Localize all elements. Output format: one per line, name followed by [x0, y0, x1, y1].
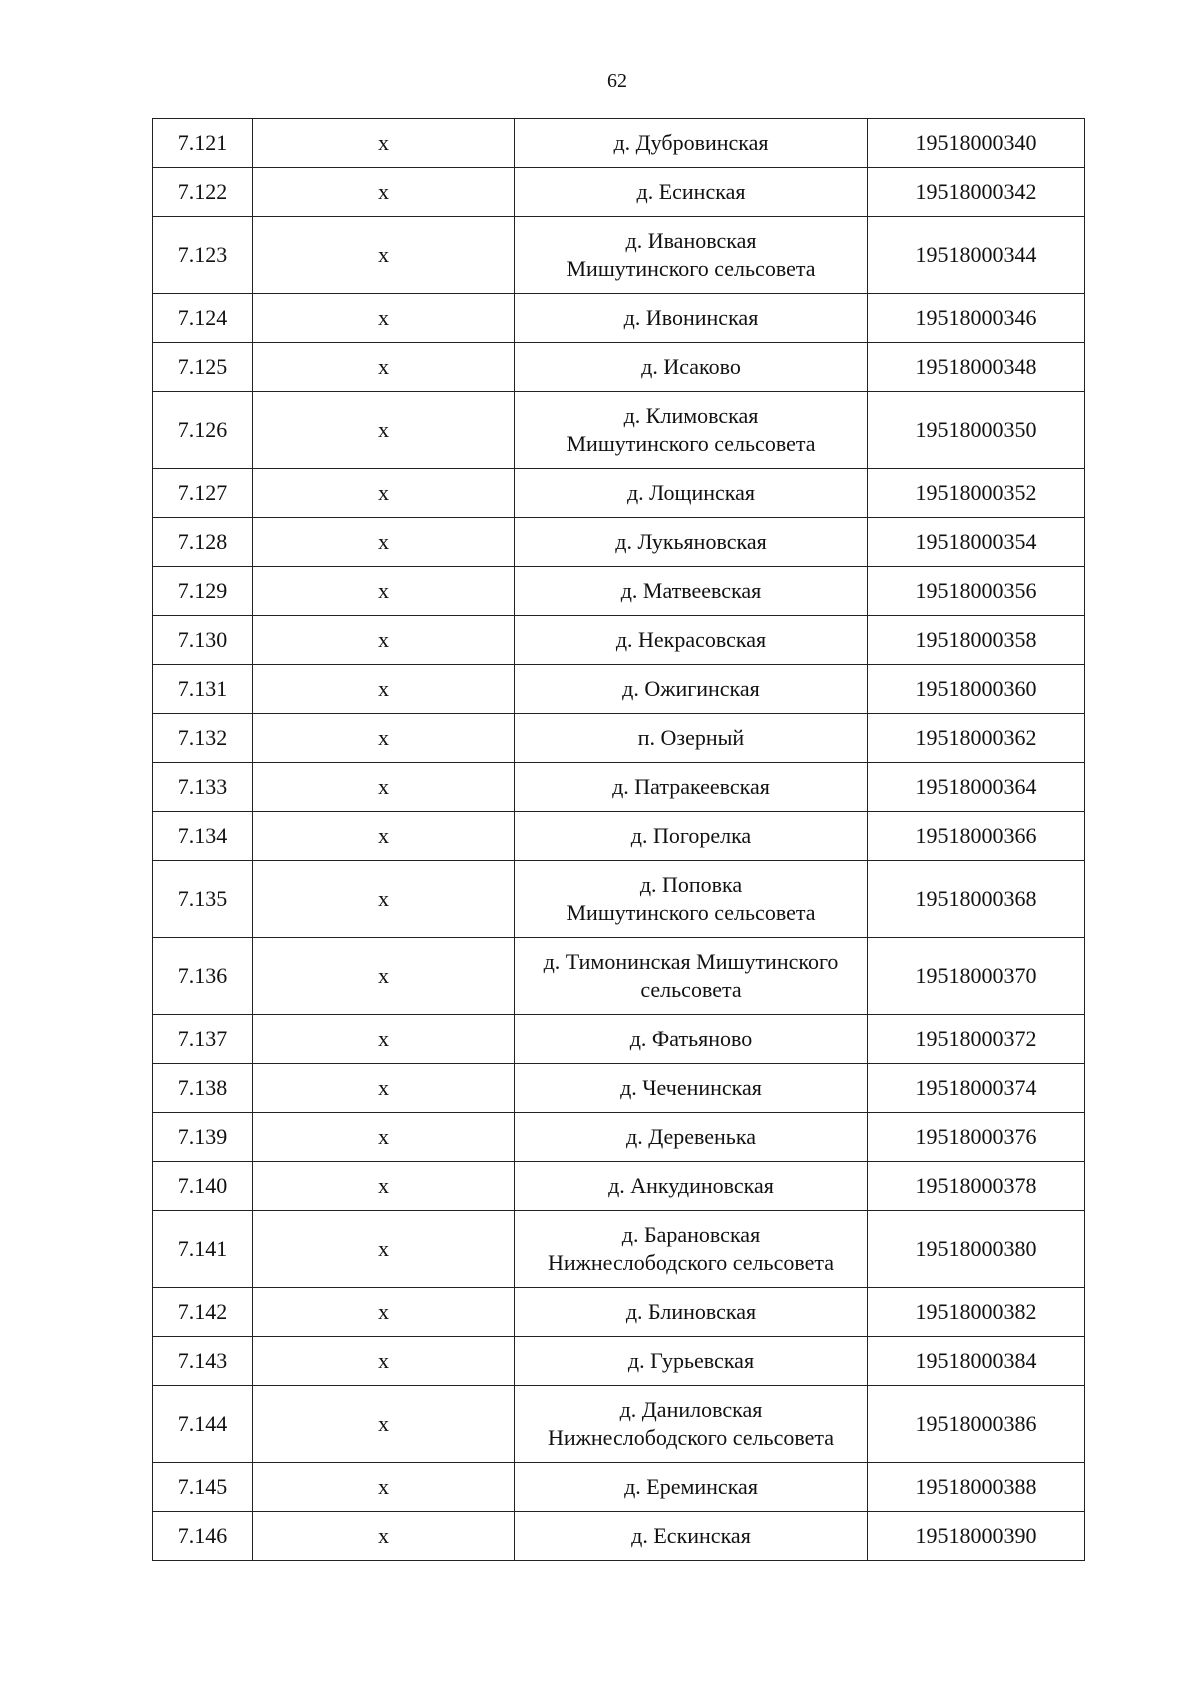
mark-cell: x: [253, 1211, 515, 1288]
row-number-cell: 7.138: [153, 1064, 253, 1113]
row-number-cell: 7.144: [153, 1386, 253, 1463]
row-number-cell: 7.129: [153, 567, 253, 616]
mark-cell: x: [253, 567, 515, 616]
table-row: [153, 616, 1085, 665]
row-number-cell: 7.145: [153, 1463, 253, 1512]
settlements-table: [152, 118, 1085, 1561]
oktmo-code-cell: 19518000388: [868, 1463, 1085, 1512]
table-row: [153, 714, 1085, 763]
oktmo-code-cell: 19518000370: [868, 938, 1085, 1015]
mark-cell: x: [253, 1463, 515, 1512]
row-number-cell: 7.134: [153, 812, 253, 861]
settlement-name-cell: д. Погорелка: [515, 812, 868, 861]
row-number-cell: 7.123: [153, 217, 253, 294]
mark-cell: x: [253, 518, 515, 567]
settlement-name-cell: д. Гурьевская: [515, 1337, 868, 1386]
oktmo-code-cell: 19518000346: [868, 294, 1085, 343]
oktmo-code-cell: 19518000360: [868, 665, 1085, 714]
table-row: [153, 938, 1085, 1015]
table-row: [153, 861, 1085, 938]
row-number-cell: 7.126: [153, 392, 253, 469]
settlement-name-cell: п. Озерный: [515, 714, 868, 763]
page-number: 62: [607, 70, 627, 92]
settlement-name-cell: д. Чеченинская: [515, 1064, 868, 1113]
oktmo-code-cell: 19518000372: [868, 1015, 1085, 1064]
table-row: [153, 217, 1085, 294]
table-row: [153, 168, 1085, 217]
mark-cell: x: [253, 763, 515, 812]
row-number-cell: 7.146: [153, 1512, 253, 1561]
settlement-name-cell: д. Лукьяновская: [515, 518, 868, 567]
settlement-name-cell: д. Дубровинская: [515, 119, 868, 168]
oktmo-code-cell: 19518000378: [868, 1162, 1085, 1211]
row-number-cell: 7.143: [153, 1337, 253, 1386]
settlement-name-cell: д. Ивонинская: [515, 294, 868, 343]
oktmo-code-cell: 19518000390: [868, 1512, 1085, 1561]
settlement-name-cell: д. Анкудиновская: [515, 1162, 868, 1211]
table-row: [153, 1015, 1085, 1064]
oktmo-code-cell: 19518000356: [868, 567, 1085, 616]
mark-cell: x: [253, 861, 515, 938]
oktmo-code-cell: 19518000348: [868, 343, 1085, 392]
row-number-cell: 7.140: [153, 1162, 253, 1211]
row-number-cell: 7.122: [153, 168, 253, 217]
row-number-cell: 7.135: [153, 861, 253, 938]
oktmo-code-cell: 19518000350: [868, 392, 1085, 469]
table-row: [153, 1064, 1085, 1113]
row-number-cell: 7.125: [153, 343, 253, 392]
mark-cell: x: [253, 1113, 515, 1162]
mark-cell: x: [253, 343, 515, 392]
row-number-cell: 7.132: [153, 714, 253, 763]
oktmo-code-cell: 19518000380: [868, 1211, 1085, 1288]
oktmo-code-cell: 19518000342: [868, 168, 1085, 217]
oktmo-code-cell: 19518000352: [868, 469, 1085, 518]
table-row: [153, 1463, 1085, 1512]
oktmo-code-cell: 19518000344: [868, 217, 1085, 294]
table-row: [153, 1386, 1085, 1463]
oktmo-code-cell: 19518000354: [868, 518, 1085, 567]
mark-cell: x: [253, 294, 515, 343]
row-number-cell: 7.141: [153, 1211, 253, 1288]
settlement-name-cell: д. Фатьяново: [515, 1015, 868, 1064]
mark-cell: x: [253, 1064, 515, 1113]
table-row: [153, 1288, 1085, 1337]
table-row: [153, 763, 1085, 812]
settlement-name-cell: д. Ожигинская: [515, 665, 868, 714]
row-number-cell: 7.130: [153, 616, 253, 665]
settlement-name-cell: д. Есинская: [515, 168, 868, 217]
row-number-cell: 7.139: [153, 1113, 253, 1162]
oktmo-code-cell: 19518000362: [868, 714, 1085, 763]
mark-cell: x: [253, 168, 515, 217]
settlement-name-cell: д. Исаково: [515, 343, 868, 392]
mark-cell: x: [253, 665, 515, 714]
table-row: [153, 567, 1085, 616]
mark-cell: x: [253, 119, 515, 168]
settlement-name-cell: д. Ереминская: [515, 1463, 868, 1512]
row-number-cell: 7.136: [153, 938, 253, 1015]
settlement-name-cell: д. Поповка Мишутинского сельсовета: [515, 861, 868, 938]
oktmo-code-cell: 19518000384: [868, 1337, 1085, 1386]
mark-cell: x: [253, 1337, 515, 1386]
mark-cell: x: [253, 392, 515, 469]
table-row: [153, 1162, 1085, 1211]
settlement-name-cell: д. Ескинская: [515, 1512, 868, 1561]
mark-cell: x: [253, 1288, 515, 1337]
settlement-name-cell: д. Тимонинская Мишутинского сельсовета: [515, 938, 868, 1015]
oktmo-code-cell: 19518000376: [868, 1113, 1085, 1162]
row-number-cell: 7.142: [153, 1288, 253, 1337]
mark-cell: x: [253, 616, 515, 665]
mark-cell: x: [253, 1015, 515, 1064]
oktmo-code-cell: 19518000358: [868, 616, 1085, 665]
settlement-name-cell: д. Ивановская Мишутинского сельсовета: [515, 217, 868, 294]
settlement-name-cell: д. Климовская Мишутинского сельсовета: [515, 392, 868, 469]
table-row: [153, 812, 1085, 861]
row-number-cell: 7.133: [153, 763, 253, 812]
mark-cell: x: [253, 217, 515, 294]
table-row: [153, 469, 1085, 518]
table-row: [153, 392, 1085, 469]
oktmo-code-cell: 19518000340: [868, 119, 1085, 168]
mark-cell: x: [253, 1162, 515, 1211]
mark-cell: x: [253, 938, 515, 1015]
oktmo-code-cell: 19518000364: [868, 763, 1085, 812]
row-number-cell: 7.124: [153, 294, 253, 343]
table-row: [153, 1113, 1085, 1162]
settlements-table-body: [153, 119, 1085, 1561]
table-row: [153, 294, 1085, 343]
mark-cell: x: [253, 469, 515, 518]
settlement-name-cell: д. Некрасовская: [515, 616, 868, 665]
settlement-name-cell: д. Матвеевская: [515, 567, 868, 616]
table-row: [153, 665, 1085, 714]
oktmo-code-cell: 19518000386: [868, 1386, 1085, 1463]
settlement-name-cell: д. Лощинская: [515, 469, 868, 518]
table-row: [153, 343, 1085, 392]
oktmo-code-cell: 19518000366: [868, 812, 1085, 861]
table-row: [153, 518, 1085, 567]
row-number-cell: 7.128: [153, 518, 253, 567]
mark-cell: x: [253, 812, 515, 861]
table-row: [153, 1337, 1085, 1386]
table-row: [153, 1211, 1085, 1288]
table-row: [153, 1512, 1085, 1561]
mark-cell: x: [253, 1386, 515, 1463]
settlement-name-cell: д. Даниловская Нижнеслободского сельсовета: [515, 1386, 868, 1463]
table-row: [153, 119, 1085, 168]
settlement-name-cell: д. Патракеевская: [515, 763, 868, 812]
row-number-cell: 7.127: [153, 469, 253, 518]
oktmo-code-cell: 19518000374: [868, 1064, 1085, 1113]
oktmo-code-cell: 19518000368: [868, 861, 1085, 938]
row-number-cell: 7.131: [153, 665, 253, 714]
settlement-name-cell: д. Деревенька: [515, 1113, 868, 1162]
settlement-name-cell: д. Блиновская: [515, 1288, 868, 1337]
oktmo-code-cell: 19518000382: [868, 1288, 1085, 1337]
row-number-cell: 7.137: [153, 1015, 253, 1064]
mark-cell: x: [253, 1512, 515, 1561]
mark-cell: x: [253, 714, 515, 763]
row-number-cell: 7.121: [153, 119, 253, 168]
settlement-name-cell: д. Барановская Нижнеслободского сельсовета: [515, 1211, 868, 1288]
